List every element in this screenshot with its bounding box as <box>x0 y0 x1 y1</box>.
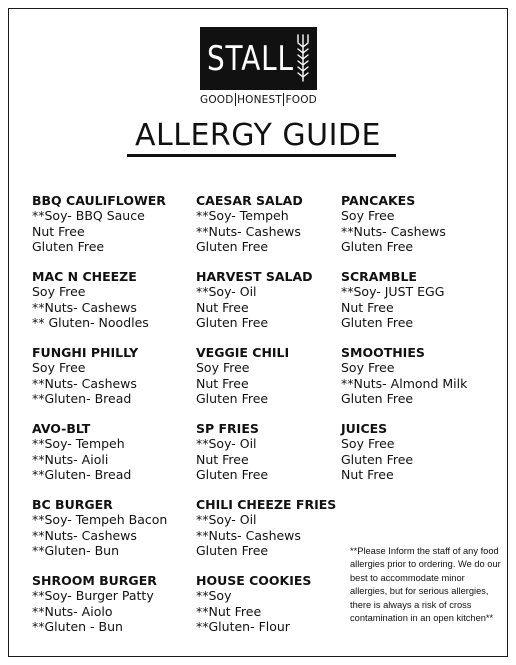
menu-item <box>32 345 192 407</box>
menu-item-name: VEGGIE CHILI <box>196 345 290 360</box>
allergen-line: **Nuts- Cashews <box>32 299 137 315</box>
allergen-line: Nut Free <box>341 299 394 315</box>
menu-item-name: HOUSE COOKIES <box>196 573 312 588</box>
allergen-line: Gluten Free <box>196 315 269 330</box>
page-title: ALLERGY GUIDE <box>135 118 381 153</box>
allergen-line: Nut Free <box>32 223 85 239</box>
menu-item <box>32 269 192 331</box>
tagline-separator <box>283 93 284 106</box>
allergen-line: Gluten Free <box>341 391 414 406</box>
allergen-line: Gluten Free <box>341 315 414 330</box>
logo-wordmark: STALL <box>207 38 294 79</box>
menu-item-name: SP FRIES <box>196 421 259 436</box>
menu-item <box>341 269 501 331</box>
allergen-line: **Nuts- Cashews <box>32 375 137 391</box>
menu-item-name: BC BURGER <box>32 497 113 512</box>
allergen-line: Soy Free <box>32 360 86 375</box>
menu-item-name: SCRAMBLE <box>341 269 417 284</box>
menu-item <box>196 573 356 635</box>
allergen-line: Soy Free <box>341 208 395 223</box>
allergen-line: **Soy- JUST EGG <box>341 284 445 299</box>
menu-item-name: PANCAKES <box>341 193 416 208</box>
allergen-line: **Soy <box>196 588 232 603</box>
allergen-line: **Soy- Oil <box>196 436 257 451</box>
allergen-line: Gluten Free <box>196 239 269 254</box>
wheat-icon <box>295 33 311 83</box>
allergen-line: **Gluten- Bread <box>32 391 132 406</box>
allergen-line: Nut Free <box>196 451 249 467</box>
allergen-line: Nut Free <box>196 375 249 391</box>
menu-item <box>196 497 356 559</box>
allergen-line: **Nuts- Aioli <box>32 451 109 467</box>
allergen-line: **Soy- BBQ Sauce <box>32 208 145 223</box>
menu-item-name: CAESAR SALAD <box>196 193 303 208</box>
menu-item <box>32 193 192 255</box>
allergy-disclaimer: **Please Inform the staff of any food allergies prior to ordering. We do our best to accommodate minor allergies, but for serious allergies, there is always a risk of cross contamination in an open kitchen** <box>350 546 501 624</box>
allergen-line: Nut Free <box>196 299 249 315</box>
tagline-food: FOOD <box>285 93 317 106</box>
allergen-line: Gluten Free <box>32 239 105 254</box>
allergen-line: **Soy- Tempeh <box>32 436 125 451</box>
allergen-line: **Soy- Oil <box>196 512 257 527</box>
allergen-line: **Nuts- Aiolo <box>32 603 113 619</box>
menu-item <box>341 193 501 255</box>
menu-item <box>32 573 192 635</box>
allergen-line: Gluten Free <box>341 451 414 467</box>
allergen-line: ** Gluten- Noodles <box>32 315 149 330</box>
allergen-line: **Nuts- Cashews <box>32 527 137 543</box>
allergen-line: Gluten Free <box>341 239 414 254</box>
logo-tagline <box>200 93 317 106</box>
allergen-line: **Soy- Burger Patty <box>32 588 154 603</box>
allergen-line: **Gluten - Bun <box>32 619 123 634</box>
menu-item-name: FUNGHI PHILLY <box>32 345 139 360</box>
allergen-line: **Nuts- Cashews <box>196 527 301 543</box>
menu-item-name: SHROOM BURGER <box>32 573 157 588</box>
menu-item <box>196 421 356 483</box>
title-underline <box>127 154 396 157</box>
allergen-line: **Gluten- Flour <box>196 619 290 634</box>
allergen-line: Gluten Free <box>196 467 269 482</box>
menu-item <box>196 193 356 255</box>
allergen-line: **Soy- Tempeh Bacon <box>32 512 168 527</box>
allergen-line: **Nut Free <box>196 603 262 619</box>
tagline-good: GOOD <box>200 93 234 106</box>
menu-item-name: JUICES <box>341 421 388 436</box>
allergen-line: **Gluten- Bread <box>32 467 132 482</box>
allergen-line: Gluten Free <box>196 391 269 406</box>
menu-item-name: CHILI CHEEZE FRIES <box>196 497 337 512</box>
allergen-line: Soy Free <box>196 360 250 375</box>
menu-item <box>32 497 192 559</box>
allergen-line: Soy Free <box>341 360 395 375</box>
tagline-honest: HONEST <box>237 93 282 106</box>
menu-item-name: SMOOTHIES <box>341 345 425 360</box>
menu-item <box>32 421 192 483</box>
allergen-line: **Nuts- Cashews <box>341 223 446 239</box>
menu-item-name: HARVEST SALAD <box>196 269 313 284</box>
allergen-line: **Soy- Tempeh <box>196 208 289 223</box>
menu-item <box>196 345 356 407</box>
menu-item-name: AVO-BLT <box>32 421 91 436</box>
menu-item <box>341 345 501 407</box>
allergen-line: Soy Free <box>341 436 395 451</box>
tagline-separator <box>235 93 236 106</box>
allergen-line: Nut Free <box>341 467 394 482</box>
menu-item <box>341 421 501 483</box>
allergen-line: Gluten Free <box>196 543 269 558</box>
menu-item-name: BBQ CAULIFLOWER <box>32 193 166 208</box>
stall-logo <box>200 27 317 90</box>
allergen-line: Soy Free <box>32 284 86 299</box>
allergen-line: **Soy- Oil <box>196 284 257 299</box>
allergen-line: **Gluten- Bun <box>32 543 119 558</box>
allergen-line: **Nuts- Cashews <box>196 223 301 239</box>
allergen-line: **Nuts- Almond Milk <box>341 375 468 391</box>
menu-item <box>196 269 356 331</box>
menu-item-name: MAC N CHEEZE <box>32 269 137 284</box>
